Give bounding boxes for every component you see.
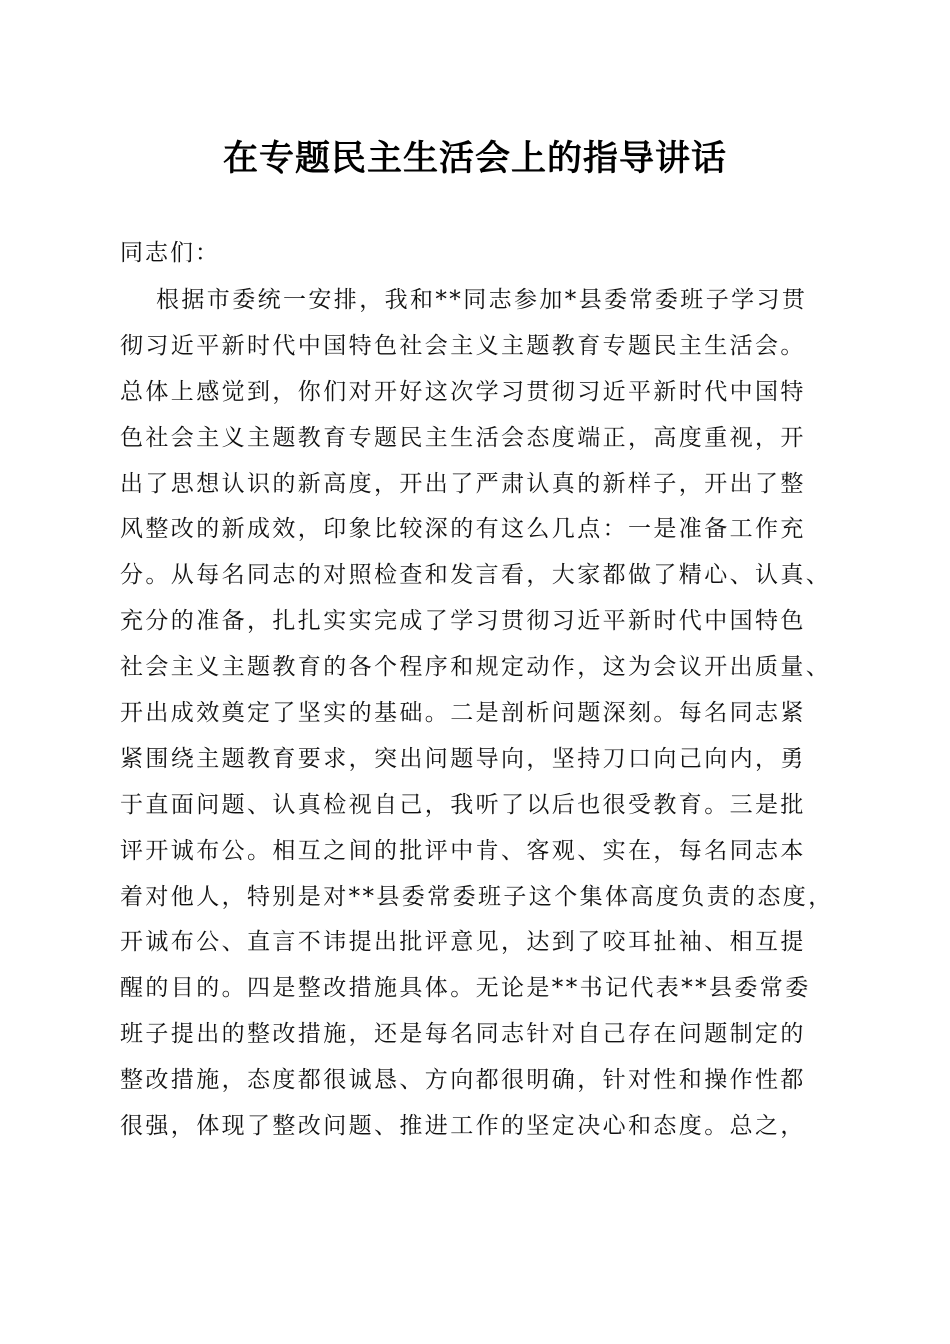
text-line: 根据市委统一安排，我和**同志参加*县委常委班子学习贯 bbox=[156, 287, 808, 313]
text-line: 于直面问题、认真检视自己，我听了以后也很受教育。三是批 bbox=[120, 791, 806, 818]
text-line: 出了思想认识的新高度，开出了严肃认真的新样子，开出了整 bbox=[120, 470, 806, 497]
text-line: 班子提出的整改措施，还是每名同志针对自己存在问题制定的 bbox=[120, 1021, 806, 1048]
text-line: 开诚布公、直言不讳提出批评意见，达到了咬耳扯袖、相互提 bbox=[120, 929, 806, 956]
salutation: 同志们： bbox=[120, 240, 220, 266]
text-line: 着对他人，特别是对**县委常委班子这个集体高度负责的态度， bbox=[120, 883, 834, 910]
text-line: 总体上感觉到，你们对开好这次学习贯彻习近平新时代中国特 bbox=[120, 378, 806, 405]
text-line: 分。从每名同志的对照检查和发言看，大家都做了精心、认真、 bbox=[120, 562, 832, 589]
text-line: 色社会主义主题教育专题民主生活会态度端正，高度重视，开 bbox=[120, 424, 806, 451]
text-line: 彻习近平新时代中国特色社会主义主题教育专题民主生活会。 bbox=[120, 332, 806, 359]
text-line: 评开诚布公。相互之间的批评中肯、客观、实在，每名同志本 bbox=[120, 837, 806, 864]
speech-body bbox=[120, 282, 840, 1154]
text-line: 醒的目的。四是整改措施具体。无论是**书记代表**县委常委 bbox=[120, 975, 811, 1002]
text-line: 开出成效奠定了坚实的基础。二是剖析问题深刻。每名同志紧 bbox=[120, 700, 806, 727]
text-line: 风整改的新成效，印象比较深的有这么几点：一是准备工作充 bbox=[120, 516, 806, 543]
document-title: 在专题民主生活会上的指导讲话 bbox=[222, 138, 727, 179]
text-line: 整改措施，态度都很诚恳、方向都很明确，针对性和操作性都 bbox=[120, 1067, 806, 1094]
text-line: 社会主义主题教育的各个程序和规定动作，这为会议开出质量、 bbox=[120, 654, 832, 681]
text-line: 很强，体现了整改问题、推进工作的坚定决心和态度。总之， bbox=[120, 1113, 806, 1140]
text-line: 充分的准备，扎扎实实完成了学习贯彻习近平新时代中国特色 bbox=[120, 608, 806, 635]
text-line: 紧围绕主题教育要求，突出问题导向，坚持刀口向己向内，勇 bbox=[120, 745, 806, 772]
